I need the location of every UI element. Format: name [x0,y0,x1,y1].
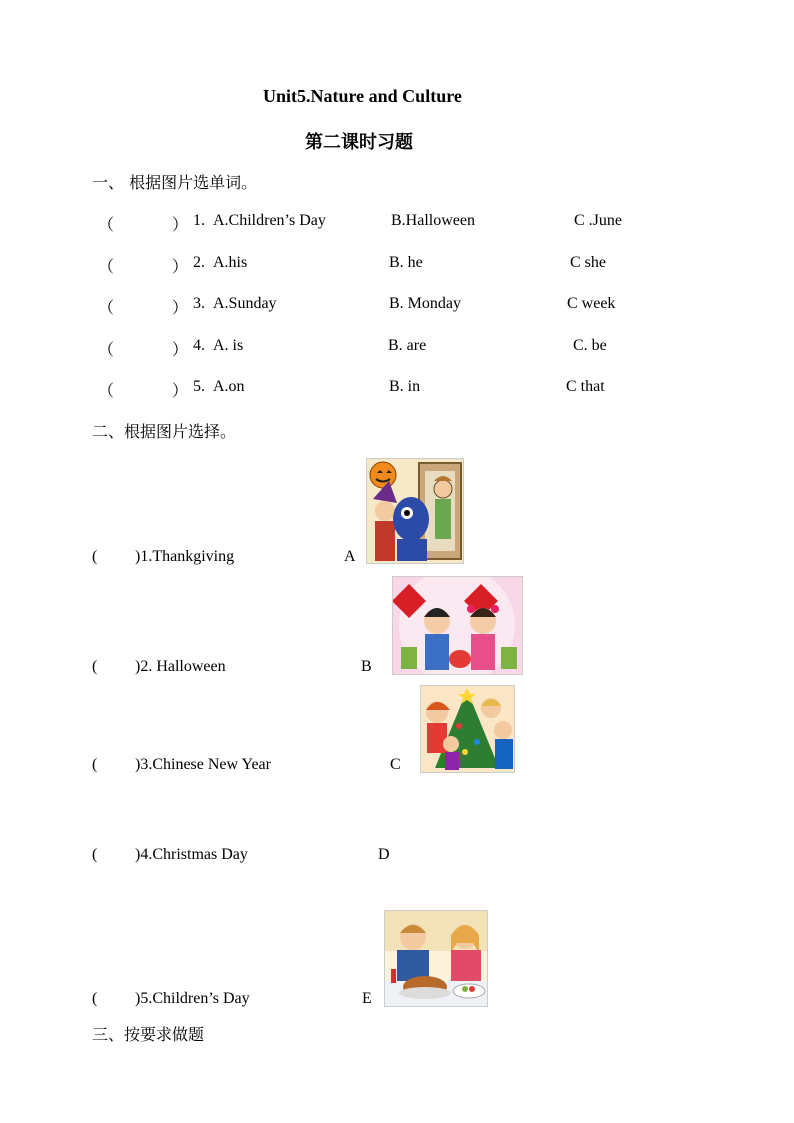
answer-paren-open: （ [98,340,115,359]
option-c: C week [567,295,616,312]
thanksgiving-picture [384,910,488,1007]
picture-letter: E [362,990,372,1007]
option-c: C .June [574,212,622,229]
answer-paren-close: ） [172,298,189,317]
question-number: 5. [193,378,205,395]
answer-paren-close: ） [172,215,189,234]
question-number: 4. [193,337,205,354]
option-b: B. he [389,254,423,271]
christmas-picture [420,685,515,773]
answer-paren-open: ( [92,548,98,565]
answer-paren-open: （ [98,215,115,234]
question-number: 1. [193,212,205,229]
holiday-label: )2. Halloween [135,658,226,675]
picture-letter: B [361,658,372,675]
option-a: A. is [213,337,244,354]
answer-paren-open: （ [98,298,115,317]
answer-paren-open: ( [92,756,98,773]
halloween-picture [366,458,464,564]
picture-letter: D [378,846,390,863]
holiday-label: )1.Thankgiving [135,548,235,565]
option-b: B. are [388,337,427,354]
page-title: Unit5.Nature and Culture [263,86,462,106]
section2-heading: 二、根据图片选择。 [92,422,237,441]
option-b: B. in [389,378,421,395]
holiday-label: )5.Children’s Day [135,990,250,1007]
option-b: B. Monday [389,295,461,312]
answer-paren-close: ） [172,340,189,359]
answer-paren-open: （ [98,381,115,400]
question-number: 2. [193,254,205,271]
answer-paren-open: （ [98,257,115,276]
option-a: A.his [213,254,248,271]
holiday-label: )4.Christmas Day [135,846,248,863]
holiday-label: )3.Chinese New Year [135,756,271,773]
option-b: B.Halloween [391,212,475,229]
option-a: A.Children’s Day [213,212,326,229]
option-c: C. be [573,337,607,354]
question-number: 3. [193,295,205,312]
answer-paren-open: ( [92,846,98,863]
answer-paren-open: ( [92,658,98,675]
picture-letter: A [344,548,356,565]
answer-paren-close: ） [172,257,189,276]
chinese-new-year-picture [392,576,523,675]
section1-heading: 一、 根据图片选单词。 [92,173,258,192]
picture-letter: C [390,756,401,773]
page-subtitle: 第二课时习题 [305,132,413,153]
option-c: C that [566,378,605,395]
answer-paren-close: ） [172,381,189,400]
option-a: A.Sunday [213,295,277,312]
section3-heading: 三、按要求做题 [92,1025,205,1044]
option-a: A.on [213,378,245,395]
option-c: C she [570,254,606,271]
answer-paren-open: ( [92,990,98,1007]
